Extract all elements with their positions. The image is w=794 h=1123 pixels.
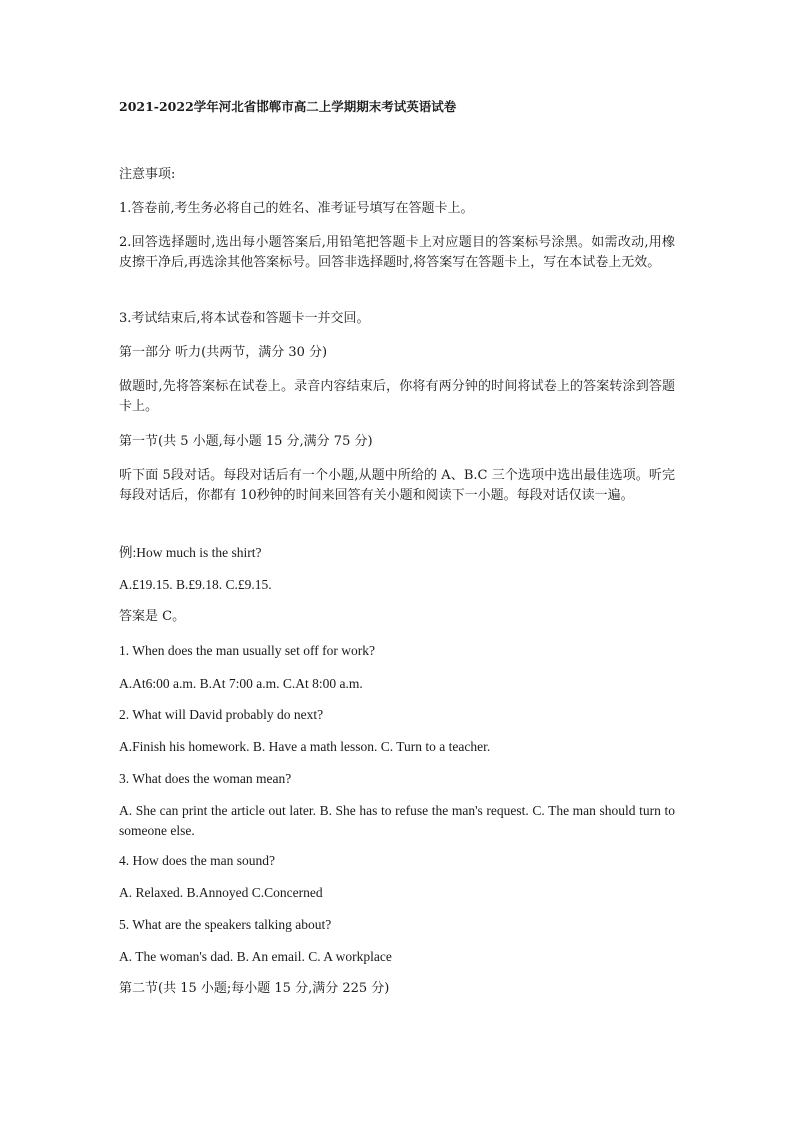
section1-instruction: 听下面 5段对话。每段对话后有一个小题,从题中所给的 A、B.C 三个选项中选出最佳选项。听完每段对话后，你都有 10秒钟的时间来回答有关小题和阅读下一小题。每段对话仅读一遍。: [119, 468, 675, 503]
section2-heading: 第二节(共 15 小题;每小题 15 分,满分 225 分): [119, 981, 390, 996]
notice-heading: 注意事项:: [119, 167, 176, 182]
question-1: 1. When does the man usually set off for work?: [119, 643, 375, 658]
question-5-options: A. The woman's dad. B. An email. C. A workplace: [119, 949, 392, 964]
question-5: 5. What are the speakers talking about?: [119, 917, 332, 932]
question-3-options: A. She can print the article out later. B. She has to refuse the man's request. C. The man should turn to someone else.: [119, 803, 675, 838]
part1-instruction: 做题时,先将答案标在试卷上。录音内容结束后，你将有两分钟的时间将试卷上的答案转涂到答题卡上。: [119, 379, 675, 414]
question-4: 4. How does the man sound?: [119, 853, 275, 868]
section1-heading: 第一节(共 5 小题,每小题 15 分,满分 75 分): [119, 434, 373, 449]
notice-item-3: 3.考试结束后,将本试卷和答题卡一并交回。: [119, 311, 370, 326]
example-answer: 答案是 C。: [119, 609, 186, 624]
notice-item-1: 1.答卷前,考生务必将自己的姓名、准考证号填写在答题卡上。: [119, 201, 474, 216]
document-title: 2021-2022学年河北省邯郸市高二上学期期末考试英语试卷: [119, 99, 457, 114]
example-options: A.£19.15. B.£9.18. C.£9.15.: [119, 577, 272, 592]
question-3: 3. What does the woman mean?: [119, 771, 292, 786]
question-2: 2. What will David probably do next?: [119, 707, 324, 722]
example-question: 例:How much is the shirt?: [119, 545, 262, 560]
part1-heading: 第一部分 听力(共两节，满分 30 分): [119, 345, 328, 360]
question-1-options: A.At6:00 a.m. B.At 7:00 a.m. C.At 8:00 a.m.: [119, 676, 363, 691]
notice-item-2: 2.回答选择题时,选出每小题答案后,用铅笔把答题卡上对应题目的答案标号涂黑。如需改动,用橡皮擦干净后,再选涂其他答案标号。回答非选择题时,将答案写在答题卡上，写在本试卷上无效。: [119, 235, 675, 270]
question-2-options: A.Finish his homework. B. Have a math lesson. C. Turn to a teacher.: [119, 739, 491, 754]
question-4-options: A. Relaxed. B.Annoyed C.Concerned: [119, 885, 323, 900]
